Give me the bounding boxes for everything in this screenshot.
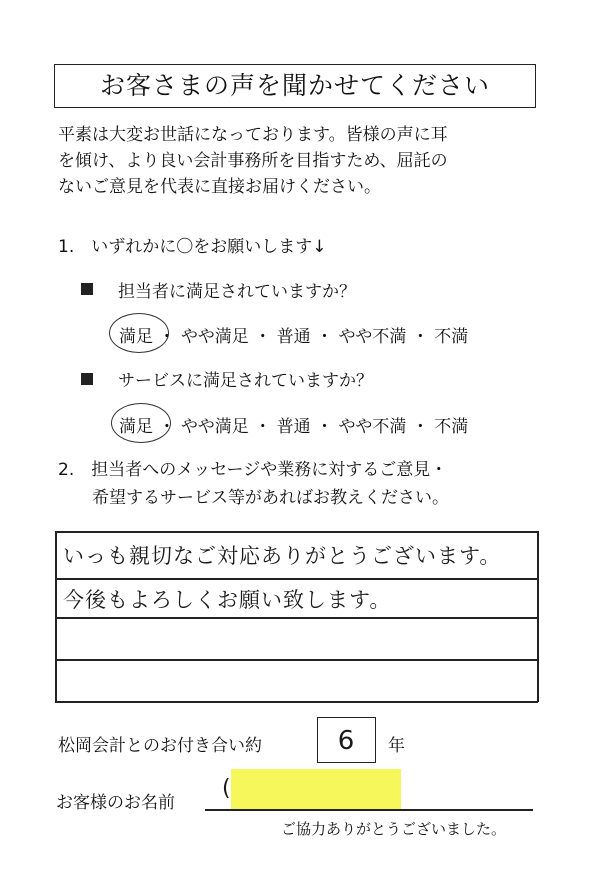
option-yaya-fuman[interactable]: やや不満: [338, 327, 407, 347]
answer-box-left: [55, 531, 57, 702]
option-fuman[interactable]: 不満: [434, 417, 469, 437]
answer-text-2[interactable]: 今後もよろしくお願い致します。: [63, 588, 392, 612]
q1b-question: サービスに満足されていますか？: [118, 371, 373, 391]
name-label: お客様のお名前: [56, 793, 175, 813]
option-futsu[interactable]: 普通: [276, 417, 311, 437]
q2-heading-line-2: 希望するサービス等があればお教えください。: [92, 488, 449, 508]
redaction-highlight: [231, 769, 401, 810]
name-value[interactable]: (: [222, 776, 232, 801]
bullet-square-icon: [81, 373, 93, 385]
answer-box-bottom: [55, 701, 538, 703]
q1a-question: 担当者に満足されていますか？: [118, 282, 356, 302]
form-title: お客さまの声を聞かせてください: [99, 71, 490, 100]
title-box: [54, 64, 536, 108]
years-label: 松岡会計とのお付き合い約: [58, 736, 262, 756]
answer-text-1[interactable]: いっも親切なご対応ありがとうございます。: [63, 544, 502, 568]
intro-line-2: を傾け、より良い会計事務所を目指すため、屈託の: [58, 151, 448, 171]
q2-heading-line-1: 2. 担当者へのメッセージや業務に対するご意見・: [58, 460, 448, 480]
years-unit: 年: [388, 736, 405, 756]
answer-line: [55, 578, 538, 580]
option-yaya-manzoku[interactable]: やや満足: [180, 327, 249, 347]
option-manzoku[interactable]: 満足: [119, 417, 153, 437]
option-fuman[interactable]: 不満: [434, 327, 469, 347]
option-futsu[interactable]: 普通: [276, 327, 311, 347]
answer-line: [55, 617, 538, 619]
option-yaya-fuman[interactable]: やや不満: [338, 417, 407, 437]
thanks-text: ご協力ありがとうございました。: [281, 820, 507, 838]
option-yaya-manzoku[interactable]: やや満足: [180, 417, 249, 437]
answer-line: [55, 659, 538, 661]
q1b-options: 満足 ・ やや満足 ・ 普通 ・ やや不満 ・ 不満: [119, 417, 469, 437]
years-value: 6: [337, 726, 356, 756]
option-manzoku[interactable]: 満足: [119, 327, 153, 347]
answer-box-top: [55, 531, 538, 533]
q1-heading: 1. いずれかに〇をお願いします↓: [58, 237, 327, 257]
answer-box-right: [537, 531, 539, 702]
name-underline: [205, 809, 533, 811]
q1a-options: 満足 ・ やや満足 ・ 普通 ・ やや不満 ・ 不満: [119, 327, 469, 347]
intro-line-1: 平素は大変お世話になっております。皆様の声に耳: [58, 125, 448, 145]
intro-line-3: ないご意見を代表に直接お届けください。: [58, 177, 381, 197]
years-input-box[interactable]: [317, 717, 376, 763]
bullet-square-icon: [81, 283, 93, 295]
